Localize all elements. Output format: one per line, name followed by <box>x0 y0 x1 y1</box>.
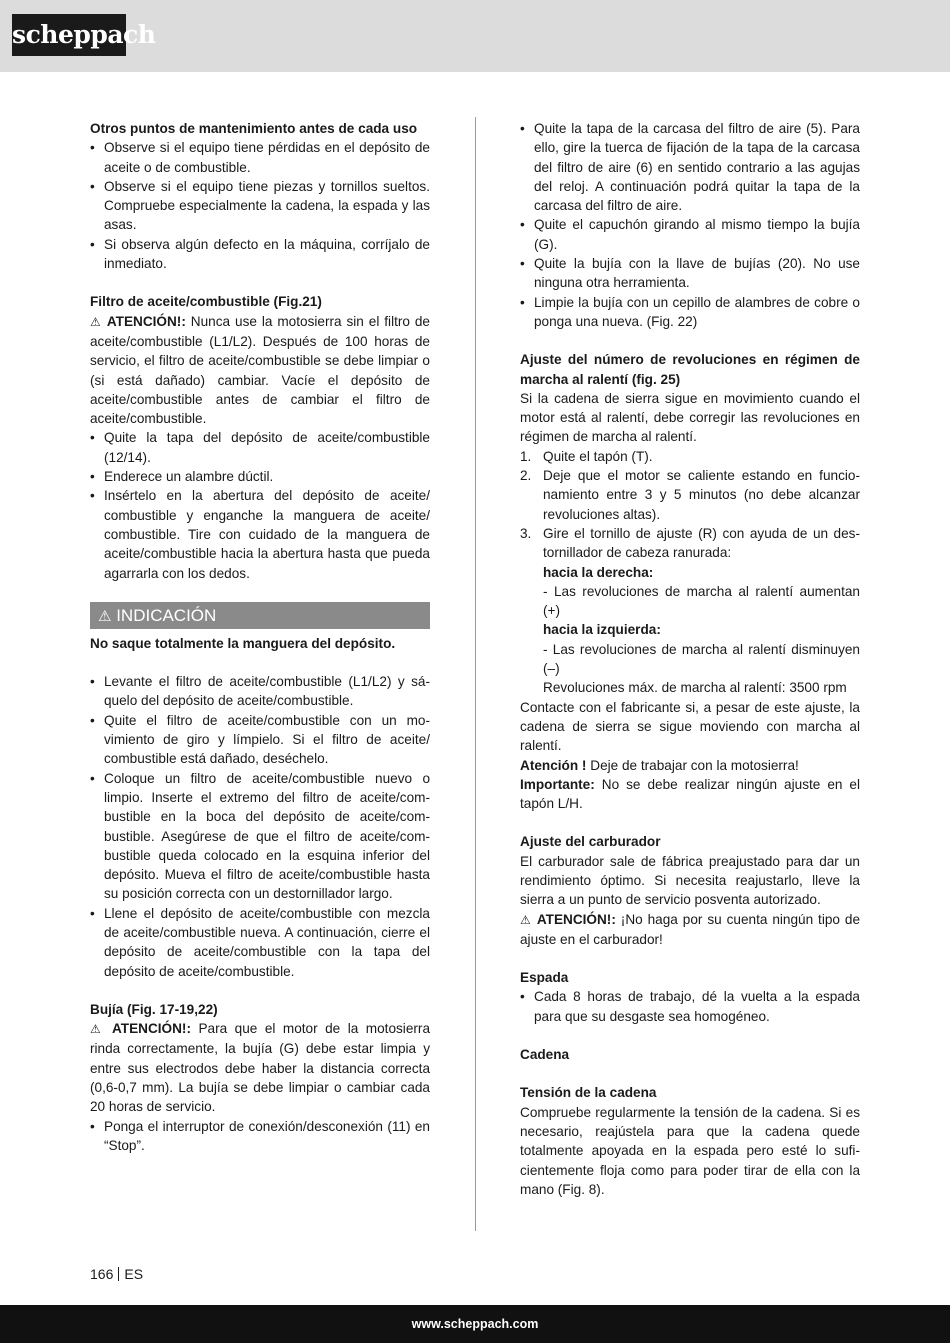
list-item: • Quite la tapa del depósito de aceite/combustible (12/14). <box>90 428 430 467</box>
page-number <box>90 1265 143 1283</box>
step-number: 3. <box>520 525 532 541</box>
list-item: • Ponga el interruptor de conexión/desconexión (11) en “Stop”. <box>90 1117 430 1156</box>
warning-text: ¡No haga por su cuenta ningún tipo de ajuste en el carburador! <box>520 911 861 947</box>
max-revoluciones: Revoluciones máx. de marcha al ralentí: 3500 rpm <box>543 680 847 696</box>
heading-ajuste-revoluciones: Ajuste del número de revoluciones en régimen de marcha al ralentí (fig. 25) <box>520 352 860 387</box>
step-item <box>520 447 860 466</box>
contacte-text: Contacte con el fabricante si, a pesar de este ajuste, la cadena de sierra se sigue moviendo con marcha al ralentí. <box>520 699 860 754</box>
importante-line <box>520 775 860 814</box>
bujia-list-continued <box>520 119 860 331</box>
heading-filtro: Filtro de aceite/combustible (Fig.21) <box>90 294 322 310</box>
indicacion-banner <box>90 602 430 629</box>
warning-label: ATENCIÓN!: <box>106 313 186 329</box>
page-separator <box>118 1267 119 1281</box>
language-code: ES <box>124 1266 144 1282</box>
right-column <box>520 119 860 1199</box>
list-item: • Observe si el equipo tiene piezas y tornillos sueltos. Compruebe especialmente la cadena, la espada y las asas. <box>90 177 430 235</box>
atencion-label: Atención ! <box>520 757 587 773</box>
filtro-list <box>90 428 430 582</box>
warning-icon: ⚠ <box>98 607 112 625</box>
list-item: • Cada 8 horas de trabajo, dé la vuelta a la espada para que su desgaste sea homogéneo. <box>520 987 860 1026</box>
step-item <box>520 466 860 524</box>
heading-espada: Espada <box>520 970 569 986</box>
heading-tension: Tensión de la cadena <box>520 1085 657 1101</box>
warning-icon: ⚠ <box>520 912 532 927</box>
list-item: • Quite el capuchón girando al mismo tiempo la bujía (G). <box>520 215 860 254</box>
warning-label: ATENCIÓN!: <box>536 911 616 927</box>
left-column <box>90 119 430 1155</box>
filtro-warning <box>90 312 430 429</box>
list-item: • Limpie la bujía con un cepillo de alambres de cobre o ponga una nueva. (Fig. 22) <box>520 293 860 332</box>
list-item: • Insértelo en la abertura del depósito de aceite/ combustible y enganche la manguera de aceite/ combustible. Tire con cuidado de la manguera de aceite/combustible hacia la abertura hasta que pueda agarrarla con los dedos. <box>90 486 430 582</box>
izquierda-text: - Las revoluciones de marcha al ralentí disminuyen (–) <box>543 641 860 677</box>
step-text: Quite el tapón (T). <box>543 448 653 464</box>
importante-text: No se debe realizar ningún ajuste en el tapón L/H. <box>520 776 861 812</box>
footer-bar <box>0 1305 950 1343</box>
list-item: • Quite el filtro de aceite/combustible con un movimiento de giro y límpielo. Si el filtro de aceite/ combustible está dañado, deséchelo. <box>90 711 430 769</box>
steps-list <box>520 447 860 698</box>
list-item: • Enderece un alambre dúctil. <box>90 467 430 486</box>
warning-icon: ⚠ <box>90 1022 105 1037</box>
website-link[interactable]: www.scheppach.com <box>411 1317 539 1331</box>
step-text: Deje que el motor se caliente estando en funcionamiento entre 3 y 5 minutos (no debe alcanzar revoluciones altas). <box>543 468 860 522</box>
atencion-line <box>520 756 860 775</box>
warning-icon: ⚠ <box>90 314 102 329</box>
list-item: • Observe si el equipo tiene pérdidas en el depósito de aceite o de combustible. <box>90 138 430 177</box>
list-item: • Quite la bujía con la llave de bujías (20). No use ninguna otra herramienta. <box>520 254 860 293</box>
derecha-label: hacia la derecha: <box>543 564 654 580</box>
step-number: 1. <box>520 448 532 464</box>
list-item: • Quite la tapa de la carcasa del filtro de aire (5). Para ello, gire la tuerca de fijación de la tapa de la carcasa del filtro de aire (6) en sentido contrario a las agujas del reloj. A continuación podrá quitar la tapa de la carcasa del filtro de aire. <box>520 119 860 215</box>
importante-label: Importante: <box>520 776 595 792</box>
heading-cadena: Cadena <box>520 1047 570 1063</box>
list-item: • Llene el depósito de aceite/combustible con mezcla de aceite/combustible nueva. A continuación, cierre el depósito de aceite/combustible con la tapa del depósito de aceite/combustible. <box>90 904 430 981</box>
warning-text: Para que el motor de la motosierra rinda correctamente, la bujía (G) debe estar limpia y entre sus electrodos debe haber la distancia correcta (0,6-0,7 mm). La bujía se debe limpiar o cambiar cada 20 horas de servicio. <box>90 1021 430 1115</box>
ajuste-revoluciones-text: Si la cadena de sierra sigue en movimiento cuando el motor está al ralentí, debe corregir las revoluciones en régimen de marcha al ralentí. <box>520 390 860 445</box>
filtro-list-2 <box>90 672 430 981</box>
page-number-value: 166 <box>90 1266 114 1282</box>
carburador-text: El carburador sale de fábrica preajustado para dar un rendimiento óptimo. Si necesita reajustarlo, lleve la sierra a un punto de servicio posventa autorizado. <box>520 853 860 908</box>
otros-list <box>90 138 430 273</box>
carburador-warning <box>520 910 860 950</box>
derecha-text: - Las revoluciones de marcha al ralentí aumentan (+) <box>543 583 860 619</box>
tension-text: Compruebe regularmente la tensión de la cadena. Si es necesario, reajústela para que la cadena quede totalmente apoyada en la espada pero esté lo suficientemente floja como para poder tirar de ella con la mano (Fig. 8). <box>520 1104 860 1197</box>
atencion-text: Deje de trabajar con la motosierra! <box>590 757 799 773</box>
espada-list <box>520 987 860 1026</box>
bujia-list <box>90 1117 430 1156</box>
bujia-warning <box>90 1019 430 1116</box>
column-divider <box>475 117 476 1231</box>
scheppach-logo: scheppach <box>12 14 126 56</box>
warning-label: ATENCIÓN!: <box>111 1021 191 1037</box>
izquierda-label: hacia la izquierda: <box>543 622 661 638</box>
step-number: 2. <box>520 468 532 484</box>
list-item: • Coloque un filtro de aceite/combustible nuevo o limpio. Inserte el extremo del filtro de aceite/combustible en la boca del depósito de aceite/combustible. Asegúrese de que el filtro de aceite/combustible queda colocado en la esquina inferior del depósito. Mueva el filtro de aceite/combustible hasta su posición correcta con un destornillador largo. <box>90 769 430 904</box>
step-text: Gire el tornillo de ajuste (R) con ayuda de un destornillador de cabeza ranurada: <box>543 525 860 561</box>
heading-otros-puntos: Otros puntos de mantenimiento antes de cada uso <box>90 121 418 136</box>
warning-text: Nunca use la motosierra sin el filtro de aceite/combustible (L1/L2). Después de 100 horas de servicio, el filtro de aceite/combustible se debe limpiar o (si está dañado) cambiar. Vacíe el depósito de aceite/combustible antes de cambiar el filtro de aceite/combustible. <box>90 313 430 427</box>
list-item: • Levante el filtro de aceite/combustible (L1/L2) y sáquelo del depósito de aceite/combustible. <box>90 672 430 711</box>
step-item <box>520 524 860 698</box>
heading-carburador: Ajuste del carburador <box>520 834 661 850</box>
heading-bujia: Bujía (Fig. 17-19,22) <box>90 1001 218 1017</box>
indicacion-text: No saque totalmente la manguera del depósito. <box>90 635 396 651</box>
indicacion-title: INDICACIÓN <box>116 605 217 625</box>
list-item: • Si observa algún defecto en la máquina, corríjalo de inmediato. <box>90 235 430 274</box>
